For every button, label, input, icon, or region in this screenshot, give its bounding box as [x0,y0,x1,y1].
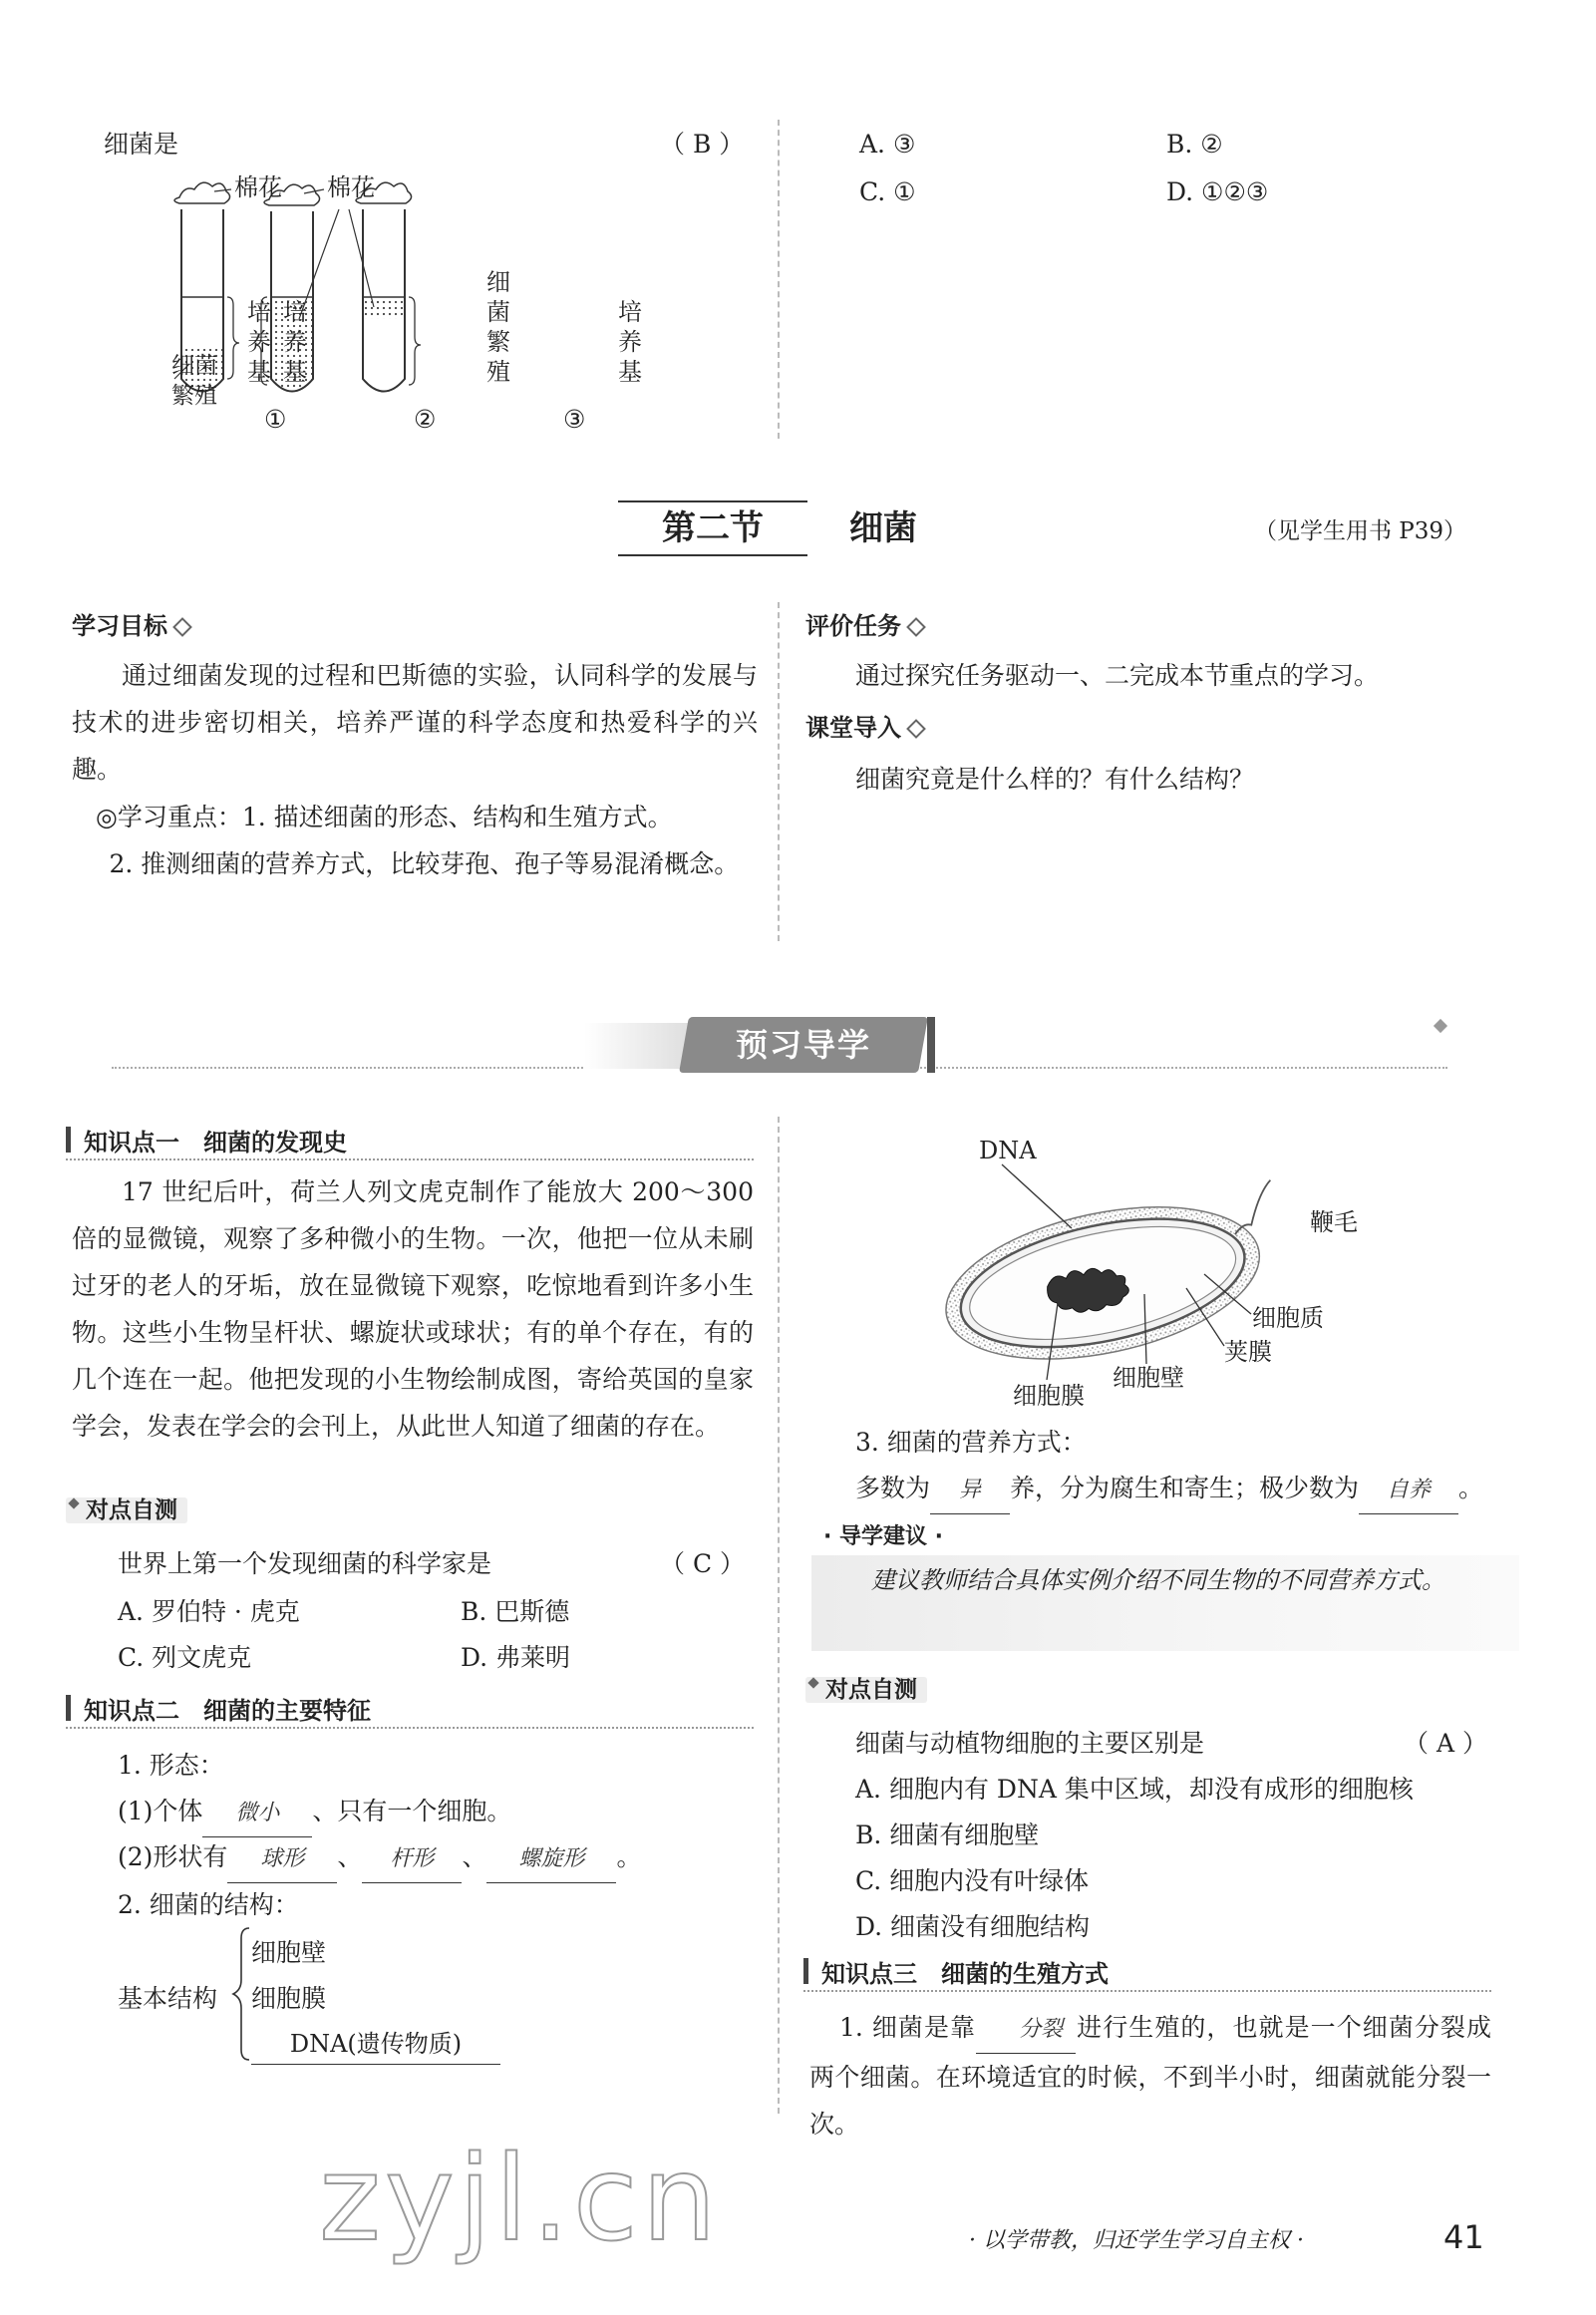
kp-underline [66,1727,754,1729]
intro-heading: 课堂导入 [805,708,923,743]
bacteria-leader-lines [977,1157,1326,1396]
answer-blank: 分裂 [976,2006,1076,2054]
top-option-d: D. ①②③ [1166,177,1269,206]
medium-label-3: 培 养 基 [618,298,642,386]
structure-cell-membrane: 细胞膜 [251,1984,327,2013]
tube-number-1: ① [264,405,287,434]
label-dna: DNA [979,1137,1037,1164]
footer-motto: · 以学带教，归还学生学习自主权 · [969,2228,1304,2253]
banner-text: 预习导学 [735,1026,871,1064]
kp3-title: 知识点三 细菌的生殖方式 [821,1960,1109,1988]
selftest2-option-a: A. 细胞内有 DNA 集中区域，却没有成形的细胞核 [855,1775,1414,1804]
top-question-answer: （ B ） [660,130,745,159]
label-capsule: 荚膜 [1224,1338,1272,1366]
label-cytoplasm: 细胞质 [1252,1304,1324,1332]
kp1-title: 知识点一 细菌的发现史 [84,1129,347,1157]
kp1-option-d: D. 弗莱明 [461,1643,571,1672]
kp-bar [66,1127,71,1153]
kp2-shape-type-line: (2)形状有 球形 、 杆形 、 螺旋形 。 [118,1834,641,1883]
evaluation-heading: 评价任务 [805,606,923,641]
kp2-item1: 1. 形态： [118,1751,224,1780]
medium-label-1: 培 养 基 [247,298,271,386]
tube-3 [356,182,412,391]
answer-blank: 螺旋形 [486,1836,616,1883]
tube-number-2: ② [414,405,437,434]
banner-diamond-right [1434,1019,1447,1033]
answer-blank: 杆形 [362,1836,462,1883]
banner-wing-left [584,1023,694,1069]
diamond-icon [906,719,926,739]
cotton-label-2: 棉花 [327,173,375,201]
selftest2-option-c: C. 细胞内没有叶绿体 [855,1866,1090,1895]
banner-end-bar [927,1017,935,1073]
kp1-answer: （ C ） [660,1549,746,1578]
evaluation-text: 通过探究任务驱动一、二完成本节重点的学习。 [855,661,1380,690]
selftest2-label: 对点自测 [805,1671,927,1704]
kp1-question: 世界上第一个发现细菌的科学家是 [118,1549,492,1578]
cotton-label-1: 棉花 [234,173,282,201]
watermark: zyjl.cn [319,2130,721,2267]
banner [584,1013,1003,1079]
medium-label-2: 培 养 基 [283,298,307,386]
key-point-1: ◎学习重点：1. 描述细菌的形态、结构和生殖方式。 [96,803,673,831]
section-title-box [618,500,807,556]
kp3-header [803,1954,1491,1990]
kp1-selftest-label: 对点自测 [66,1491,187,1524]
kp-bar [66,1695,71,1721]
label-cell-wall: 细胞壁 [1113,1364,1184,1392]
diamond-icon [172,617,192,637]
selftest2-answer: （ A ） [1404,1729,1487,1758]
top-option-b: B. ② [1166,130,1223,159]
label-flagellum: 鞭毛 [1310,1208,1358,1236]
structure-dna: DNA(遗传物质) [251,2024,500,2065]
section-title: 第二节 [662,508,764,548]
bacteria-label-horizontal: 细菌 繁殖 [171,353,217,409]
kp-underline [66,1158,754,1160]
label-cell-membrane: 细胞膜 [1013,1382,1085,1410]
kp1-header [66,1123,754,1158]
tube-number-3: ③ [563,405,586,434]
guide-text: 建议教师结合具体实例介绍不同生物的不同营养方式。 [871,1566,1445,1594]
bacteria-label-vertical: 细 菌 繁 殖 [486,268,510,386]
kp2-shape-size-line: (1)个体 微小 、只有一个细胞。 [118,1789,511,1837]
top-option-c: C. ① [859,177,916,206]
kp-bar [803,1958,808,1984]
kp3-text: 1. 细菌是靠 分裂 进行生殖的，也就是一个细菌分裂成两个细菌。在环境适宜的时候，不到半小时，细菌就能分裂一次。 [809,2004,1491,2148]
guide-heading: · 导学建议 · [823,1524,944,1549]
column-divider-bottom [778,1117,780,2114]
key-point-2: 2. 推测细菌的营养方式，比较芽孢、孢子等易混淆概念。 [109,849,740,878]
basic-structure-label: 基本结构 [118,1984,218,2013]
section-reference: （见学生用书 P39） [1254,518,1467,544]
kp2-header [66,1691,754,1727]
diamond-icon [906,617,926,637]
structure-brace [231,1924,251,2064]
column-divider-mid [778,602,780,941]
selftest2-option-b: B. 细菌有细胞壁 [855,1820,1040,1849]
kp1-option-a: A. 罗伯特 · 虎克 [118,1597,300,1626]
kp1-option-c: C. 列文虎克 [118,1643,252,1672]
structure-cell-wall: 细胞壁 [251,1938,327,1967]
kp-underline [803,1990,1491,1992]
guide-box [811,1555,1519,1651]
learning-goals-heading: 学习目标 [72,606,189,641]
section-subtitle: 细菌 [849,508,917,548]
learning-goals-text: 通过细菌发现的过程和巴斯德的实验，认同科学的发展与技术的进步密切相关，培养严谨的科学态度和热爱科学的兴趣。 [72,661,758,784]
intro-text: 细菌究竟是什么样的？有什么结构？ [855,765,1255,794]
kp2-title: 知识点二 细菌的主要特征 [84,1697,371,1725]
answer-blank: 球形 [227,1836,337,1883]
selftest2-question: 细菌与动植物细胞的主要区别是 [855,1729,1205,1758]
top-question-stem: 细菌是 [104,130,179,159]
kp1-option-b: B. 巴斯德 [461,1597,570,1626]
kp2-item2: 2. 细菌的结构： [118,1890,299,1919]
top-option-a: A. ③ [859,130,916,159]
column-divider-top [778,120,780,439]
nutrition-title: 3. 细菌的营养方式： [855,1428,1087,1457]
answer-blank: 自养 [1359,1468,1458,1514]
answer-blank: 异 [930,1468,1010,1514]
kp1-text: 17 世纪后叶，荷兰人列文虎克制作了能放大 200～300倍的显微镜，观察了多种微小的生物。一次，他把一位从未刷过牙的老人的牙垢，放在显微镜下观察，吃惊地看到许多小生物。这些小生物呈杆状、螺旋状或球状；有的单个存在，有的几个连在一起。他把发现的小生物绘制成图，寄给英国的皇家学会，发表在学会的会刊上，从此世人知道了细菌的存在。 [72,1177,754,1441]
page-number: 41 [1443,2218,1484,2256]
nutrition-line: 多数为 异 养，分为腐生和寄生；极少数为 自养 。 [855,1466,1483,1514]
selftest2-option-d: D. 细菌没有细胞结构 [855,1912,1091,1941]
answer-blank: 微小 [202,1791,312,1837]
